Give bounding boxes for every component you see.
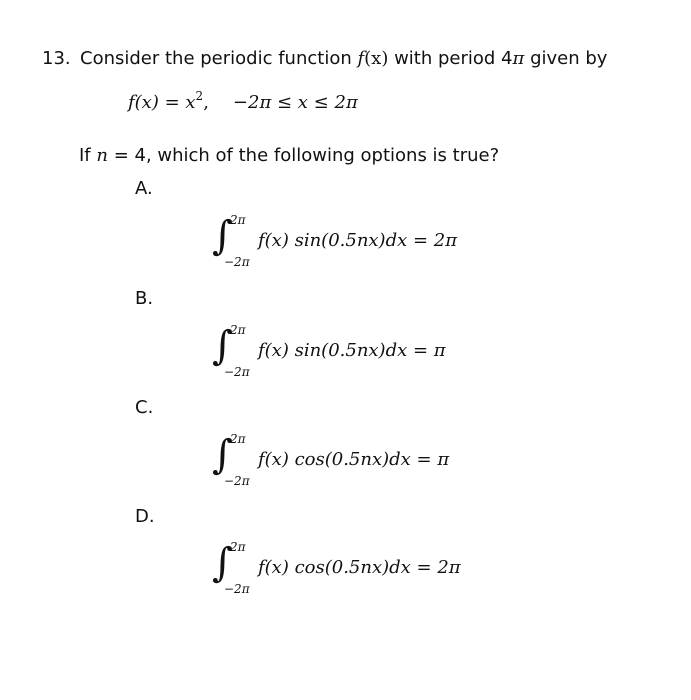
option-d-integral [208,540,488,599]
option-b-integral [208,323,488,382]
option-a-integral [208,213,488,272]
integral-sign: ∫ [212,323,233,369]
option-a-label: A. [135,178,153,199]
integral-upper-limit: 2π [230,540,246,554]
option-c-integral [208,432,488,491]
question-statement [42,50,607,68]
option-b-label: B. [135,288,154,309]
integral-sign: ∫ [212,540,233,586]
integral-upper-limit: 2π [230,432,246,446]
integral-upper-limit: 2π [230,213,246,227]
integral-expression: f(x) sin(0.5nx)dx = 2π [258,230,458,251]
integral-sign: ∫ [212,213,233,259]
definition-lhs: f(x) = x [128,92,196,113]
question-text-after: given by [524,48,608,69]
question-number: 13. [42,48,71,69]
question-text-before: Consider the periodic function [80,48,358,69]
option-d-label: D. [135,506,155,527]
integral-lower-limit: −2π [224,474,250,488]
question-text-middle: with period 4 [388,48,513,69]
integral-expression: f(x) cos(0.5nx)dx = 2π [258,557,461,578]
integral-lower-limit: −2π [224,255,250,269]
prompt-text-after: = 4, which of the following options is true? [107,145,500,166]
integral-sign: ∫ [212,432,233,478]
prompt-variable: n [96,145,108,166]
integral-expression: f(x) sin(0.5nx)dx = π [258,340,446,361]
function-name: f [357,48,365,69]
period-symbol: π [512,48,525,69]
integral-upper-limit: 2π [230,323,246,337]
function-arg: (x) [364,48,389,69]
definition-comma: , [203,92,209,113]
integral-lower-limit: −2π [224,582,250,596]
integral-lower-limit: −2π [224,365,250,379]
function-definition [128,89,358,113]
definition-exponent: 2 [195,89,204,103]
prompt-text-before: If [79,145,97,166]
option-c-label: C. [135,397,154,418]
definition-domain: −2π ≤ x ≤ 2π [232,92,358,113]
question-prompt [79,147,499,165]
integral-expression: f(x) cos(0.5nx)dx = π [258,449,450,470]
